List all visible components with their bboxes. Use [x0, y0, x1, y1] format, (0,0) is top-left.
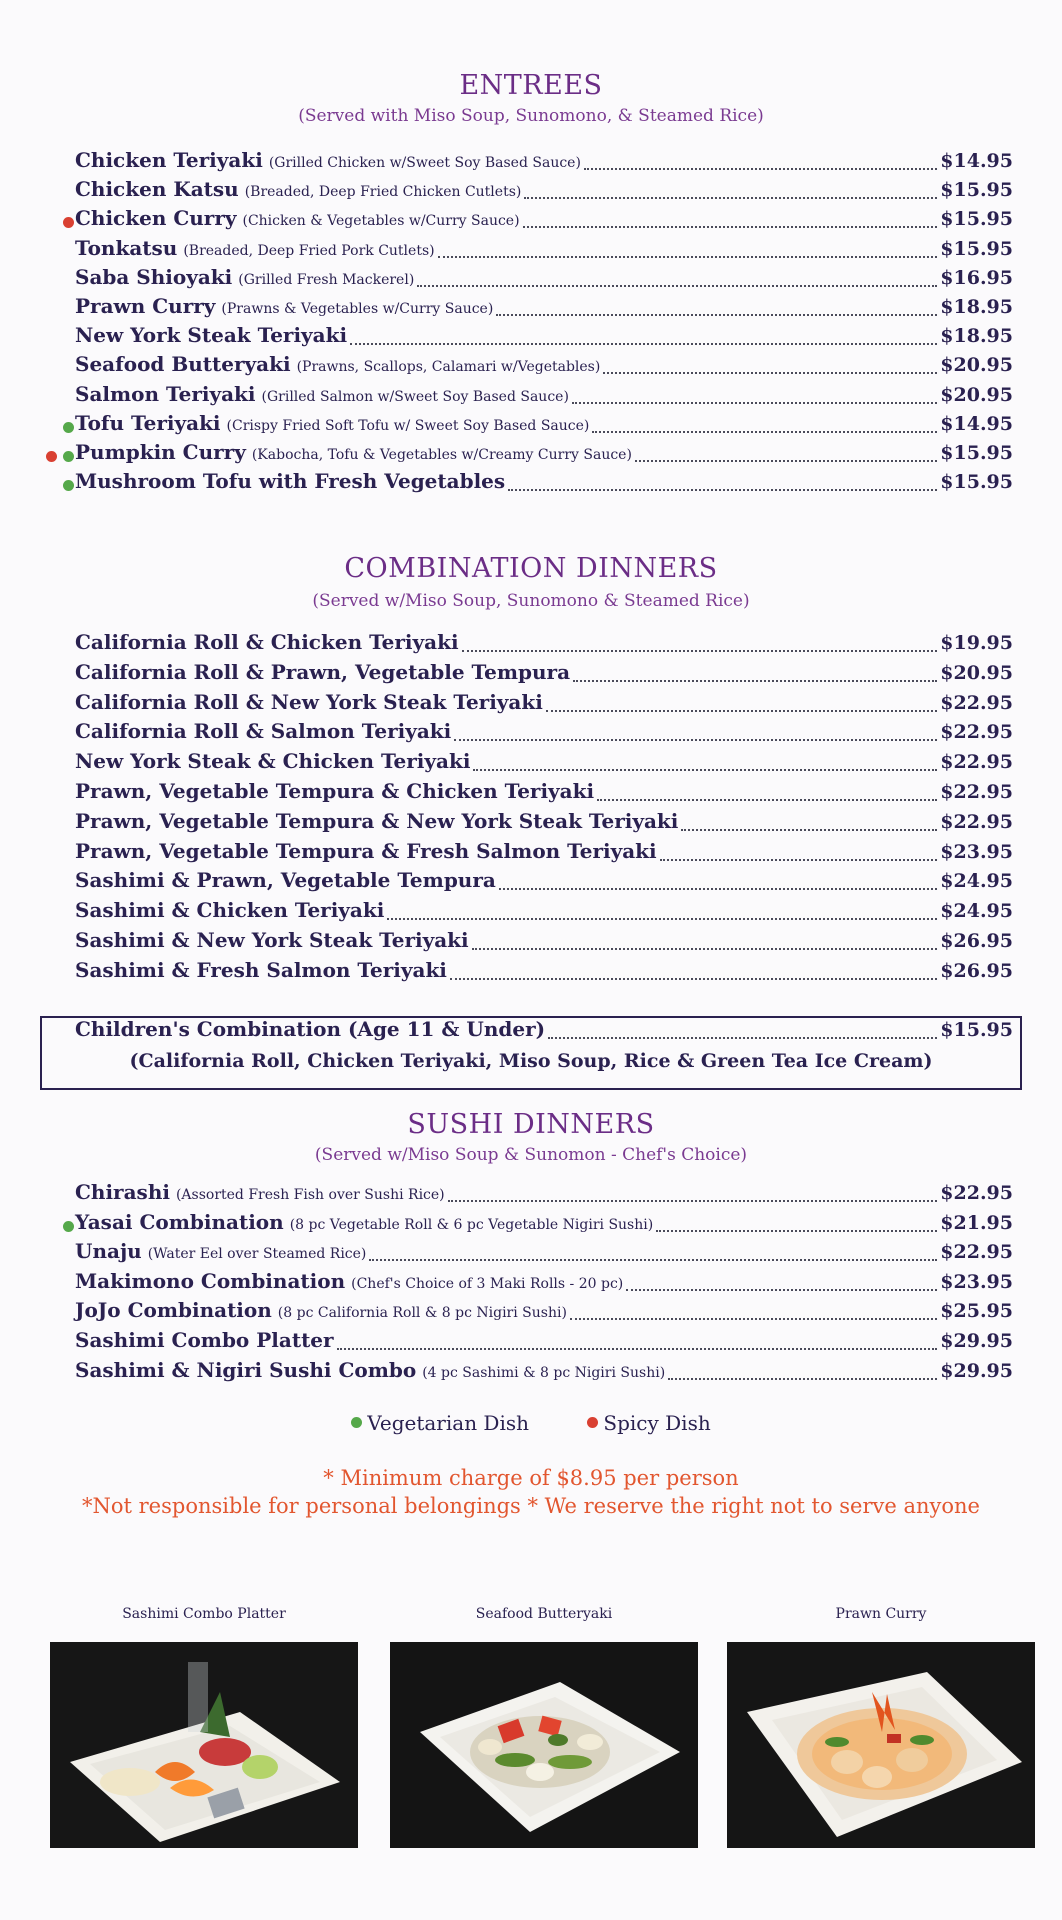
legend-spicy	[587, 1411, 710, 1435]
vegetarian-dot-icon	[63, 1221, 74, 1232]
menu-item-description: (4 pc Sashimi & 8 pc Nigiri Sushi)	[422, 1364, 666, 1381]
menu-item-description: (Breaded, Deep Fried Pork Cutlets)	[183, 242, 435, 259]
combination-title: COMBINATION DINNERS	[344, 553, 718, 584]
menu-item-name: Unaju	[75, 1239, 142, 1264]
legend-vegetarian	[351, 1411, 529, 1435]
menu-item-row[interactable]	[75, 1210, 1013, 1240]
menu-item-price: $29.95	[940, 1359, 1013, 1382]
menu-item-price: $23.95	[940, 840, 1013, 863]
menu-item-price: $26.95	[940, 959, 1013, 982]
menu-item-price: $15.95	[940, 471, 1013, 494]
menu-item-name: Pumpkin Curry	[75, 440, 246, 464]
photo-caption-sashimi: Sashimi Combo Platter	[122, 1606, 286, 1622]
dish-legend	[0, 1409, 1062, 1435]
menu-item-price: $15.95	[940, 442, 1013, 464]
menu-item-name: California Roll & Prawn, Vegetable Tempura	[75, 659, 571, 684]
menu-item-row[interactable]	[75, 177, 1013, 207]
menu-item-description: (Chef's Choice of 3 Maki Rolls - 20 pc)	[351, 1275, 624, 1292]
dot-leader	[448, 1199, 938, 1202]
photo-caption-curry: Prawn Curry	[835, 1606, 927, 1622]
photo-caption-seafood: Seafood Butteryaki	[475, 1606, 613, 1622]
menu-item-row[interactable]	[75, 958, 1013, 988]
legend-spicy-label: Spicy Dish	[603, 1410, 711, 1435]
dot-leader	[499, 887, 937, 890]
entrees-subtitle: (Served with Miso Soup, Sunomono, & Steamed Rice)	[298, 106, 764, 126]
dot-leader	[603, 371, 937, 374]
menu-item-row[interactable]	[75, 265, 1013, 295]
menu-item-name: New York Steak & Chicken Teriyaki	[75, 749, 471, 774]
dot-leader	[546, 709, 937, 712]
dot-leader	[584, 167, 937, 170]
menu-item-name: Sashimi & Chicken Teriyaki	[75, 898, 385, 923]
menu-item-price: $14.95	[940, 412, 1013, 435]
minimum-charge-notice: * Minimum charge of $8.95 per person	[323, 1466, 739, 1490]
curry-plate-photo	[727, 1642, 1035, 1848]
menu-item-row[interactable]	[75, 690, 1013, 720]
children-combination-detail: (California Roll, Chicken Teriyaki, Miso Soup, Rice & Green Tea Ice Cream)	[129, 1050, 933, 1072]
sashimi-plate-photo	[50, 1642, 358, 1848]
dot-leader	[681, 828, 937, 831]
dot-leader	[592, 430, 937, 433]
menu-item-name: Salmon Teriyaki	[75, 381, 256, 406]
dot-leader	[508, 488, 937, 491]
dot-leader	[337, 1347, 938, 1350]
children-combination-row[interactable]	[75, 1017, 1013, 1047]
menu-item-row[interactable]	[75, 1180, 1013, 1210]
menu-item-name: Chicken Curry	[75, 206, 237, 231]
menu-item-price: $15.95	[940, 208, 1013, 231]
menu-item-name: California Roll & New York Steak Teriyaki	[75, 689, 543, 714]
dot-leader	[496, 313, 937, 316]
dot-leader	[597, 798, 937, 801]
menu-item-price: $22.95	[940, 781, 1013, 803]
children-combination-price: $15.95	[940, 1019, 1013, 1041]
menu-item-name: Sashimi & Nigiri Sushi Combo	[75, 1357, 417, 1382]
seafood-plate-photo	[390, 1642, 698, 1848]
menu-item-description: (Prawns, Scallops, Calamari w/Vegetables)	[296, 359, 601, 376]
menu-item-name: Sashimi & Prawn, Vegetable Tempura	[75, 868, 496, 893]
seafood-plate-icon	[390, 1642, 698, 1848]
menu-item-name: Sashimi & Fresh Salmon Teriyaki	[75, 957, 447, 982]
children-combination-name: Children's Combination (Age 11 & Under)	[75, 1017, 546, 1041]
menu-item-row[interactable]	[75, 630, 1013, 660]
menu-item-row[interactable]	[75, 868, 1013, 898]
menu-item-price: $22.95	[940, 691, 1013, 714]
menu-item-name: New York Steak Teriyaki	[75, 323, 348, 348]
menu-item-row[interactable]	[75, 1239, 1013, 1269]
menu-item-price: $21.95	[940, 1211, 1013, 1234]
menu-item-description: (Chicken & Vegetables w/Curry Sauce)	[242, 213, 520, 230]
menu-item-row[interactable]	[75, 1298, 1013, 1328]
menu-item-name: Prawn Curry	[75, 294, 216, 318]
menu-item-row[interactable]	[75, 323, 1013, 353]
menu-item-row[interactable]	[75, 440, 1013, 470]
menu-item-description: (Assorted Fresh Fish over Sushi Rice)	[175, 1187, 445, 1203]
vegetarian-dot-icon	[63, 480, 74, 491]
menu-item-row[interactable]	[75, 898, 1013, 928]
vegetarian-dot-icon	[63, 451, 74, 462]
dot-leader	[656, 1229, 937, 1232]
menu-item-row[interactable]	[75, 719, 1013, 749]
menu-item-price: $22.95	[940, 1182, 1013, 1204]
vegetarian-dot-icon	[351, 1417, 362, 1428]
menu-item-row[interactable]	[75, 382, 1013, 412]
dot-leader	[350, 342, 937, 345]
spicy-dot-icon	[63, 217, 74, 228]
menu-item-row[interactable]	[75, 469, 1013, 499]
menu-item-name: Sashimi Combo Platter	[75, 1328, 334, 1352]
dot-leader	[572, 401, 937, 404]
menu-item-price: $18.95	[940, 296, 1013, 318]
menu-item-name: Tofu Teriyaki	[75, 410, 221, 435]
menu-item-row[interactable]	[75, 839, 1013, 869]
menu-item-name: Saba Shioyaki	[75, 264, 233, 289]
menu-item-name: Tonkatsu	[75, 235, 178, 260]
spicy-dot-icon	[46, 451, 57, 462]
menu-item-price: $16.95	[940, 266, 1013, 289]
menu-item-name: Prawn, Vegetable Tempura & Chicken Teriyaki	[75, 779, 595, 803]
menu-item-row[interactable]	[75, 1358, 1013, 1388]
dot-leader	[635, 459, 937, 462]
dot-leader	[573, 679, 937, 682]
menu-item-price: $20.95	[940, 661, 1013, 684]
menu-item-name: Chirashi	[75, 1180, 170, 1204]
dot-leader	[668, 1377, 937, 1380]
sushi-title: SUSHI DINNERS	[407, 1109, 655, 1140]
menu-item-name: Chicken Katsu	[75, 177, 239, 202]
menu-item-name: Mushroom Tofu with Fresh Vegetables	[75, 469, 506, 494]
dot-leader	[626, 1288, 937, 1291]
menu-item-name: Prawn, Vegetable Tempura & Fresh Salmon Teriyaki	[75, 838, 657, 863]
menu-item-name: Makimono Combination	[75, 1268, 346, 1293]
menu-item-price: $24.95	[940, 870, 1013, 893]
menu-item-name: Prawn, Vegetable Tempura & New York Steak Teriyaki	[75, 808, 679, 833]
curry-plate-icon	[727, 1642, 1035, 1848]
dot-leader	[417, 284, 937, 287]
menu-item-price: $20.95	[940, 354, 1013, 377]
menu-item-description: (Crispy Fried Soft Tofu w/ Sweet Soy Based Sauce)	[226, 417, 590, 434]
menu-item-row[interactable]	[75, 1328, 1013, 1358]
menu-item-name: Seafood Butteryaki	[75, 352, 291, 377]
menu-item-name: Yasai Combination	[75, 1209, 284, 1234]
menu-item-price: $15.95	[940, 237, 1013, 260]
menu-item-description: (Water Eel over Steamed Rice)	[147, 1246, 367, 1263]
menu-item-price: $18.95	[940, 325, 1013, 348]
sushi-subtitle: (Served w/Miso Soup & Sunomon - Chef's Choice)	[314, 1145, 748, 1165]
dot-leader	[660, 858, 938, 861]
menu-item-price: $25.95	[940, 1300, 1013, 1323]
menu-item-name: California Roll & Salmon Teriyaki	[75, 719, 452, 744]
menu-item-price: $26.95	[940, 930, 1013, 952]
dot-leader	[472, 947, 938, 950]
dot-leader	[450, 977, 937, 980]
menu-item-description: (8 pc California Roll & 8 pc Nigiri Sushi)	[277, 1305, 567, 1322]
legend-vegetarian-label: Vegetarian Dish	[367, 1410, 530, 1435]
dot-leader	[473, 768, 937, 771]
menu-item-description: (Grilled Salmon w/Sweet Soy Based Sauce)	[261, 388, 569, 405]
menu-item-row[interactable]	[75, 749, 1013, 779]
menu-item-row[interactable]	[75, 352, 1013, 382]
dot-leader	[570, 1317, 937, 1320]
entrees-title: ENTREES	[459, 70, 603, 101]
menu-item-description: (Breaded, Deep Fried Chicken Cutlets)	[244, 184, 522, 201]
menu-item-row[interactable]	[75, 236, 1013, 266]
menu-item-description: (Grilled Fresh Mackerel)	[238, 271, 415, 288]
dot-leader	[369, 1258, 937, 1261]
policy-notice: *Not responsible for personal belongings * We reserve the right not to serve anyone	[82, 1494, 980, 1518]
menu-item-price: $22.95	[940, 721, 1013, 744]
menu-item-description: (8 pc Vegetable Roll & 6 pc Vegetable Nigiri Sushi)	[289, 1216, 654, 1233]
menu-item-row[interactable]	[75, 779, 1013, 809]
menu-item-price: $23.95	[940, 1270, 1013, 1293]
dot-leader	[454, 738, 937, 741]
menu-item-row[interactable]	[75, 809, 1013, 839]
menu-item-row[interactable]	[75, 206, 1013, 236]
menu-item-name: California Roll & Chicken Teriyaki	[75, 630, 459, 654]
dot-leader	[387, 917, 937, 920]
menu-item-row[interactable]	[75, 1269, 1013, 1299]
menu-item-name: Chicken Teriyaki	[75, 148, 263, 172]
menu-item-description: (Kabocha, Tofu & Vegetables w/Creamy Curry Sauce)	[251, 447, 632, 463]
sashimi-plate-icon	[50, 1642, 358, 1848]
spicy-dot-icon	[587, 1417, 598, 1428]
menu-item-row[interactable]	[75, 148, 1013, 178]
menu-item-name: Sashimi & New York Steak Teriyaki	[75, 928, 469, 952]
menu-item-row[interactable]	[75, 660, 1013, 690]
menu-item-row[interactable]	[75, 411, 1013, 441]
menu-item-price: $22.95	[940, 810, 1013, 833]
dot-leader	[548, 1036, 937, 1039]
dot-leader	[462, 649, 938, 652]
dot-leader	[523, 225, 938, 228]
menu-item-description: (Prawns & Vegetables w/Curry Sauce)	[221, 301, 494, 317]
menu-item-description: (Grilled Chicken w/Sweet Soy Based Sauce)	[268, 155, 581, 171]
menu-item-price: $20.95	[940, 383, 1013, 406]
menu-item-name: JoJo Combination	[75, 1298, 272, 1323]
menu-item-price: $24.95	[940, 900, 1013, 923]
menu-item-price: $19.95	[940, 632, 1013, 654]
combination-subtitle: (Served w/Miso Soup, Sunomono & Steamed Rice)	[312, 591, 750, 611]
menu-item-row[interactable]	[75, 294, 1013, 324]
menu-item-price: $22.95	[940, 751, 1013, 774]
dot-leader	[524, 196, 937, 199]
menu-item-price: $15.95	[940, 179, 1013, 202]
dot-leader	[438, 255, 938, 258]
menu-item-price: $22.95	[940, 1241, 1013, 1264]
menu-item-price: $29.95	[940, 1330, 1013, 1352]
vegetarian-dot-icon	[63, 422, 74, 433]
menu-item-row[interactable]	[75, 928, 1013, 958]
menu-item-price: $14.95	[940, 150, 1013, 172]
